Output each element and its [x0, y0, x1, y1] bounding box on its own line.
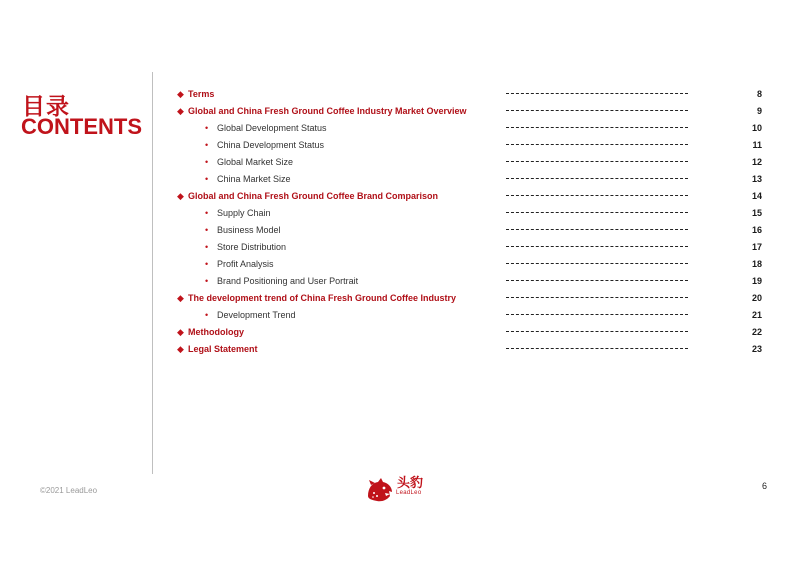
toc-entry[interactable] — [0, 256, 793, 272]
dotted-leader — [506, 161, 688, 162]
bullet-icon: • — [205, 140, 209, 150]
toc-entry[interactable] — [0, 188, 793, 204]
diamond-icon: ◆ — [177, 191, 184, 201]
logo-text-cn: 头豹 — [397, 476, 424, 491]
dotted-leader — [506, 280, 688, 281]
toc-entry[interactable] — [0, 307, 793, 323]
toc-subsection-label: Brand Positioning and User Portrait — [217, 276, 359, 286]
toc-section-label: The development trend of China Fresh Ground Coffee Industry — [188, 293, 457, 303]
toc-entry[interactable] — [0, 154, 793, 170]
diamond-icon: ◆ — [177, 344, 184, 354]
bullet-icon: • — [205, 208, 209, 218]
toc-entry[interactable] — [0, 239, 793, 255]
toc-page-number: 22 — [751, 327, 762, 337]
toc-subsection-label: Development Trend — [217, 310, 296, 320]
toc-page-number: 9 — [756, 106, 762, 116]
bullet-icon: • — [205, 157, 209, 167]
toc-entry[interactable] — [0, 290, 793, 306]
toc-page-number: 21 — [751, 310, 762, 320]
toc-page-number: 17 — [751, 242, 762, 252]
toc-entry[interactable] — [0, 222, 793, 238]
toc-entry[interactable] — [0, 137, 793, 153]
bullet-icon: • — [205, 242, 209, 252]
toc-subsection-label: Store Distribution — [217, 242, 287, 252]
toc-page-number: 14 — [751, 191, 762, 201]
toc-section-label: Legal Statement — [188, 344, 258, 354]
dotted-leader — [506, 297, 688, 298]
toc-page-number: 13 — [751, 174, 762, 184]
dotted-leader — [506, 127, 688, 128]
dotted-leader — [506, 110, 688, 111]
toc-entry[interactable] — [0, 273, 793, 289]
logo-text-en: LeadLeo — [396, 490, 422, 496]
toc-subsection-label: China Development Status — [217, 140, 325, 150]
dotted-leader — [506, 93, 688, 94]
dotted-leader — [506, 263, 688, 264]
dotted-leader — [506, 144, 688, 145]
bullet-icon: • — [205, 276, 209, 286]
leopard-logo-icon — [365, 474, 395, 504]
copyright-text: ©2021 LeadLeo — [40, 486, 98, 495]
dotted-leader — [506, 229, 688, 230]
diamond-icon: ◆ — [177, 327, 184, 337]
bullet-icon: • — [205, 174, 209, 184]
diamond-icon: ◆ — [177, 106, 184, 116]
bullet-icon: • — [205, 123, 209, 133]
contents-title-cn: 目录 — [22, 94, 70, 120]
toc-entry[interactable] — [0, 120, 793, 136]
toc-subsection-label: Profit Analysis — [217, 259, 274, 269]
dotted-leader — [506, 246, 688, 247]
page-number: 6 — [762, 481, 768, 491]
toc-page-number: 23 — [751, 344, 762, 354]
toc-entry[interactable] — [0, 103, 793, 119]
toc-page-number: 12 — [751, 157, 762, 167]
bullet-icon: • — [205, 310, 209, 320]
toc-page-number: 20 — [751, 293, 762, 303]
toc-entry[interactable] — [0, 205, 793, 221]
toc-section-label: Global and China Fresh Ground Coffee Industry Market Overview — [188, 106, 467, 116]
dotted-leader — [506, 331, 688, 332]
toc-subsection-label: Supply Chain — [217, 208, 271, 218]
bullet-icon: • — [205, 225, 209, 235]
dotted-leader — [506, 178, 688, 179]
toc-entry[interactable] — [0, 171, 793, 187]
dotted-leader — [506, 348, 688, 349]
toc-subsection-label: Global Market Size — [217, 157, 294, 167]
toc-page-number: 8 — [756, 89, 762, 99]
toc-subsection-label: Global Development Status — [217, 123, 327, 133]
toc-section-label: Terms — [188, 89, 215, 99]
dotted-leader — [506, 195, 688, 196]
toc-subsection-label: China Market Size — [217, 174, 291, 184]
diamond-icon: ◆ — [177, 89, 184, 99]
toc-section-label: Global and China Fresh Ground Coffee Brand Comparison — [188, 191, 439, 201]
toc-page-number: 15 — [751, 208, 762, 218]
leadleo-logo — [365, 472, 435, 504]
diamond-icon: ◆ — [177, 293, 184, 303]
toc-entry[interactable] — [0, 86, 793, 102]
toc-page-number: 19 — [751, 276, 762, 286]
dotted-leader — [506, 314, 688, 315]
toc-page-number: 16 — [751, 225, 762, 235]
toc-page-number: 11 — [752, 140, 762, 150]
toc-page-number: 18 — [751, 259, 762, 269]
toc-entry[interactable] — [0, 341, 793, 357]
contents-title-en: CONTENTS — [21, 114, 142, 139]
dotted-leader — [506, 212, 688, 213]
toc-entry[interactable] — [0, 324, 793, 340]
toc-page-number: 10 — [751, 123, 762, 133]
toc-subsection-label: Business Model — [217, 225, 281, 235]
bullet-icon: • — [205, 259, 209, 269]
toc-section-label: Methodology — [188, 327, 244, 337]
